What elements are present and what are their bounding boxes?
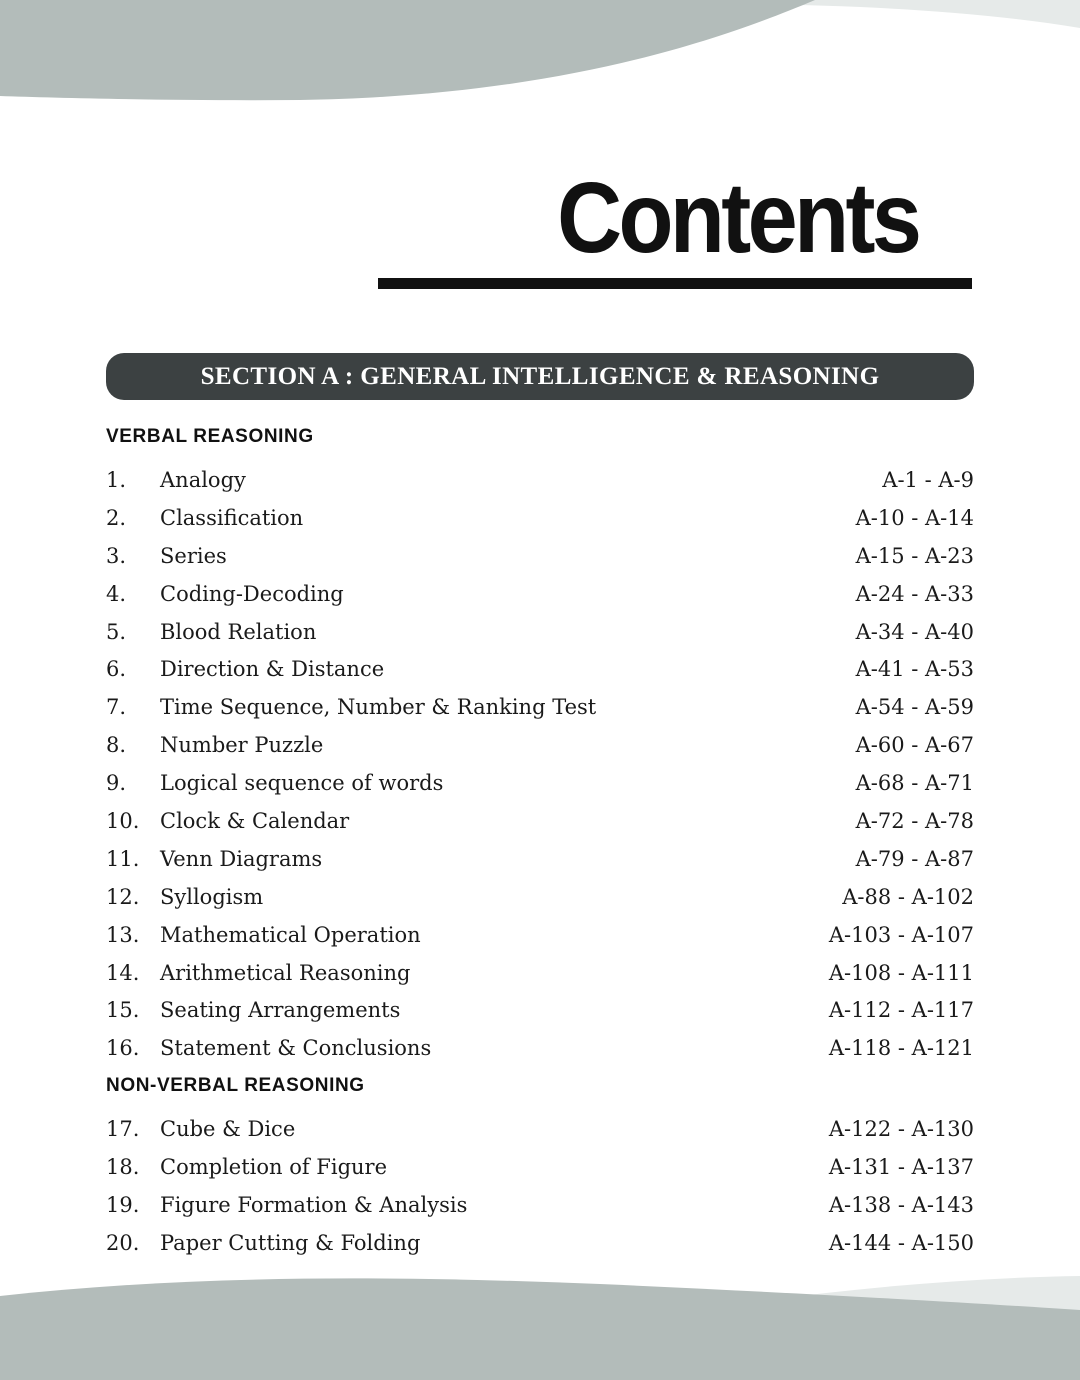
entry-number: 15. [106,998,140,1023]
entry-number: 13. [106,922,140,947]
entry-number: 6. [106,657,127,682]
nonverbal-toc-list [106,1111,974,1263]
entry-number: 16. [106,1036,140,1061]
toc-entry [106,1030,974,1068]
entry-title: Figure Formation & Analysis [160,1192,468,1217]
entry-number: 11. [106,846,140,871]
entry-pages: A-72 - A-78 [855,809,974,834]
toc-entry [106,917,974,955]
page-title: Contents [556,162,918,274]
entry-title: Completion of Figure [160,1154,388,1179]
verbal-toc-list [106,462,974,1068]
section-label: SECTION A : GENERAL INTELLIGENCE & REASONING [200,362,880,390]
entry-title: Statement & Conclusions [160,1036,432,1061]
toc-entry [106,765,974,803]
toc-entry [106,614,974,652]
nonverbal-heading: NON-VERBAL REASONING [106,1075,365,1096]
toc-entry [106,576,974,614]
entry-number: 1. [106,468,127,492]
entry-pages: A-68 - A-71 [855,771,974,796]
entry-title: Number Puzzle [160,733,324,758]
toc-entry [106,689,974,727]
entry-title: Direction & Distance [160,657,385,682]
toc-entry [106,538,974,576]
toc-entry [106,727,974,765]
verbal-heading: VERBAL REASONING [106,426,314,447]
entry-pages: A-54 - A-59 [855,695,974,720]
entry-title: Paper Cutting & Folding [160,1230,421,1255]
entry-number: 17. [106,1117,140,1141]
entry-pages: A-88 - A-102 [842,884,974,909]
entry-number: 18. [106,1154,140,1179]
entry-pages: A-122 - A-130 [828,1117,974,1141]
entry-number: 20. [106,1230,140,1255]
title-underline [378,278,972,289]
entry-number: 4. [106,581,127,606]
toc-entry [106,955,974,993]
top-wave-decoration [0,0,1080,110]
entry-title: Venn Diagrams [160,846,323,871]
entry-pages: A-79 - A-87 [855,846,974,871]
entry-title: Syllogism [160,884,264,909]
toc-entry [106,1187,974,1225]
entry-pages: A-1 - A-9 [882,468,974,492]
entry-title: Classification [160,505,304,530]
entry-title: Logical sequence of words [160,771,444,796]
entry-title: Time Sequence, Number & Ranking Test [160,695,597,720]
entry-pages: A-60 - A-67 [855,733,974,758]
toc-entry [106,992,974,1030]
toc-entry [106,651,974,689]
entry-pages: A-118 - A-121 [828,1036,974,1061]
entry-number: 8. [106,733,127,758]
entry-pages: A-138 - A-143 [828,1192,974,1217]
entry-title: Cube & Dice [160,1117,296,1141]
entry-pages: A-15 - A-23 [855,543,974,568]
entry-number: 5. [106,619,127,644]
toc-entry [106,879,974,917]
entry-title: Clock & Calendar [160,809,350,834]
toc-entry [106,1225,974,1263]
entry-number: 14. [106,960,140,985]
entry-pages: A-34 - A-40 [855,619,974,644]
entry-number: 7. [106,695,127,720]
toc-entry [106,500,974,538]
entry-number: 3. [106,543,127,568]
entry-pages: A-144 - A-150 [828,1230,974,1255]
entry-number: 9. [106,771,127,796]
toc-entry [106,841,974,879]
toc-entry [106,803,974,841]
entry-title: Analogy [160,468,246,492]
entry-title: Arithmetical Reasoning [160,960,411,985]
entry-number: 10. [106,809,140,834]
entry-pages: A-131 - A-137 [828,1154,974,1179]
section-banner [106,353,974,400]
entry-pages: A-112 - A-117 [828,998,974,1023]
entry-pages: A-108 - A-111 [828,960,974,985]
bottom-wave-decoration [0,1270,1080,1380]
toc-entry [106,1111,974,1149]
entry-title: Series [160,543,227,568]
entry-title: Seating Arrangements [160,998,401,1023]
entry-number: 12. [106,884,140,909]
entry-title: Coding-Decoding [160,581,344,606]
entry-pages: A-24 - A-33 [855,581,974,606]
entry-title: Blood Relation [160,619,317,644]
entry-pages: A-103 - A-107 [828,922,974,947]
entry-number: 19. [106,1192,140,1217]
entry-title: Mathematical Operation [160,922,421,947]
toc-entry [106,1149,974,1187]
toc-entry [106,462,974,500]
entry-number: 2. [106,505,127,530]
entry-pages: A-10 - A-14 [855,505,974,530]
entry-pages: A-41 - A-53 [855,657,974,682]
